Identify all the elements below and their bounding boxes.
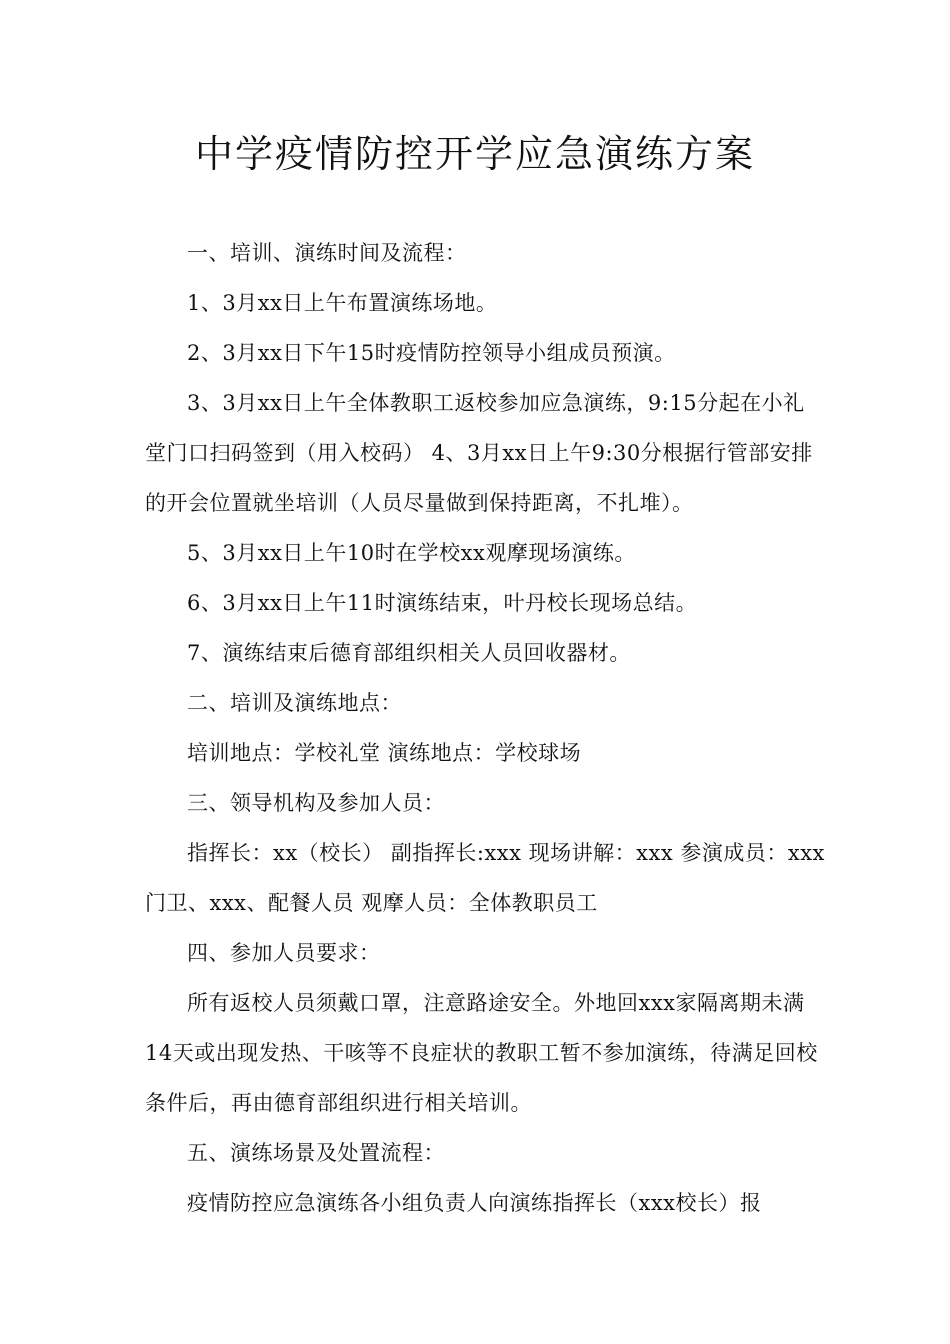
paragraph: 7、演练结束后德育部组织相关人员回收器材。 — [187, 641, 631, 665]
paragraph: 一、培训、演练时间及流程： — [187, 241, 467, 265]
paragraph: 5、3月xx日上午10时在学校xx观摩现场演练。 — [187, 541, 636, 565]
paragraph: 指挥长：xx（校长） 副指挥长:xxx 现场讲解：xxx 参演成员：xxx门卫、xxx、配餐人员 观摩人员：全体教职员工 — [145, 841, 825, 915]
document-title: 中学疫情防控开学应急演练方案 — [194, 132, 755, 176]
paragraph: 2、3月xx日下午15时疫情防控领导小组成员预演。 — [187, 341, 676, 365]
paragraph: 疫情防控应急演练各小组负责人向演练指挥长（xxx校长）报 — [187, 1191, 762, 1215]
paragraph: 所有返校人员须戴口罩，注意路途安全。外地回xxx家隔离期未满14天或出现发热、干咳等不良症状的教职工暂不参加演练，待满足回校条件后，再由德育部组织进行相关培训。 — [145, 991, 818, 1115]
paragraph: 6、3月xx日上午11时演练结束，叶丹校长现场总结。 — [187, 591, 698, 615]
paragraph: 培训地点：学校礼堂 演练地点：学校球场 — [187, 741, 582, 765]
paragraph: 四、参加人员要求： — [187, 941, 381, 965]
document-body — [145, 228, 825, 1228]
paragraph: 二、培训及演练地点： — [187, 691, 402, 715]
paragraph: 五、演练场景及处置流程： — [187, 1141, 445, 1165]
paragraph: 1、3月xx日上午布置演练场地。 — [187, 291, 498, 315]
paragraph: 三、领导机构及参加人员： — [187, 791, 445, 815]
paragraph: 3、3月xx日上午全体教职工返校参加应急演练，9:15分起在小礼堂门口扫码签到（用入校码） 4、3月xx日上午9:30分根据行管部安排的开会位置就坐培训（人员尽量做到保持距离，不扎堆）。 — [145, 391, 813, 515]
